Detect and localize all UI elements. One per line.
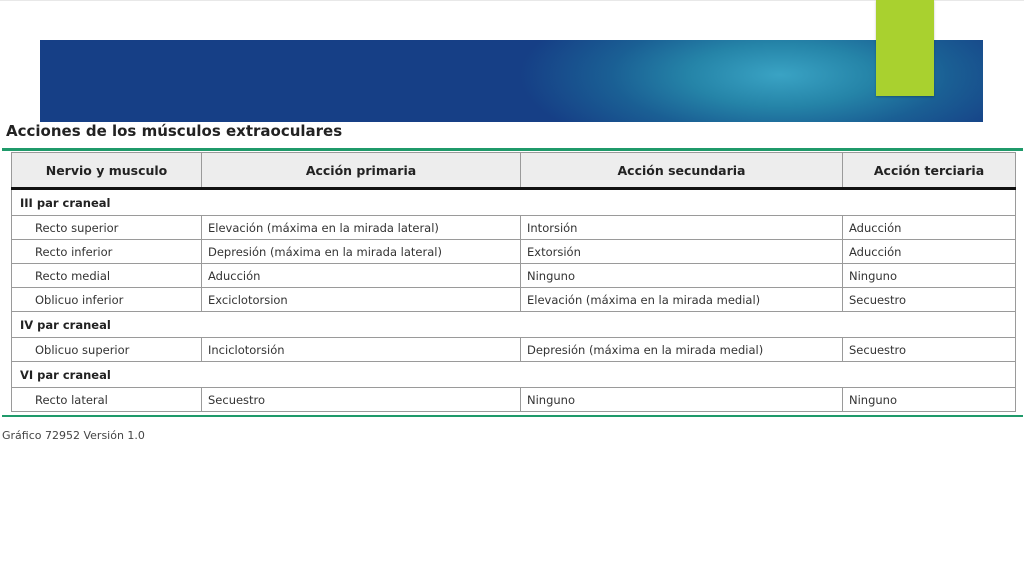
group-row xyxy=(12,362,1016,388)
tertiary-action-cell: Ninguno xyxy=(843,264,1016,288)
muscle-cell: Oblicuo inferior xyxy=(12,288,202,312)
group-row xyxy=(12,189,1016,216)
tertiary-action-cell: Aducción xyxy=(843,240,1016,264)
muscle-cell: Recto inferior xyxy=(12,240,202,264)
secondary-action-cell: Extorsión xyxy=(521,240,843,264)
column-header: Nervio y musculo xyxy=(12,153,202,189)
primary-action-cell: Aducción xyxy=(202,264,521,288)
table-row xyxy=(12,338,1016,362)
primary-action-cell: Elevación (máxima en la mirada lateral) xyxy=(202,216,521,240)
muscle-cell: Recto lateral xyxy=(12,388,202,412)
primary-action-cell: Exciclotorsion xyxy=(202,288,521,312)
secondary-action-cell: Elevación (máxima en la mirada medial) xyxy=(521,288,843,312)
table-header-row xyxy=(12,153,1016,189)
table-row xyxy=(12,216,1016,240)
secondary-action-cell: Depresión (máxima en la mirada medial) xyxy=(521,338,843,362)
column-header: Acción secundaria xyxy=(521,153,843,189)
secondary-action-cell: Ninguno xyxy=(521,388,843,412)
document-title: Acciones de los músculos extraoculares xyxy=(6,122,343,140)
tertiary-action-cell: Ninguno xyxy=(843,388,1016,412)
tertiary-action-cell: Secuestro xyxy=(843,288,1016,312)
group-label: III par craneal xyxy=(12,189,1016,216)
table-row xyxy=(12,288,1016,312)
group-label: VI par craneal xyxy=(12,362,1016,388)
table-row xyxy=(12,240,1016,264)
tertiary-action-cell: Aducción xyxy=(843,216,1016,240)
table-row xyxy=(12,264,1016,288)
muscle-cell: Oblicuo superior xyxy=(12,338,202,362)
table-row xyxy=(12,388,1016,412)
header-banner xyxy=(40,40,983,122)
top-border-line xyxy=(0,0,1024,1)
secondary-action-cell: Intorsión xyxy=(521,216,843,240)
table-top-rule xyxy=(2,148,1023,151)
primary-action-cell: Inciclotorsión xyxy=(202,338,521,362)
figure-caption: Gráfico 72952 Versión 1.0 xyxy=(2,429,145,442)
group-label: IV par craneal xyxy=(12,312,1016,338)
primary-action-cell: Secuestro xyxy=(202,388,521,412)
primary-action-cell: Depresión (máxima en la mirada lateral) xyxy=(202,240,521,264)
table-bottom-rule xyxy=(2,415,1023,417)
muscle-cell: Recto superior xyxy=(12,216,202,240)
extraocular-muscles-table xyxy=(11,152,1016,412)
group-row xyxy=(12,312,1016,338)
column-header: Acción primaria xyxy=(202,153,521,189)
column-header: Acción terciaria xyxy=(843,153,1016,189)
muscle-cell: Recto medial xyxy=(12,264,202,288)
secondary-action-cell: Ninguno xyxy=(521,264,843,288)
tertiary-action-cell: Secuestro xyxy=(843,338,1016,362)
accent-block xyxy=(876,0,934,96)
